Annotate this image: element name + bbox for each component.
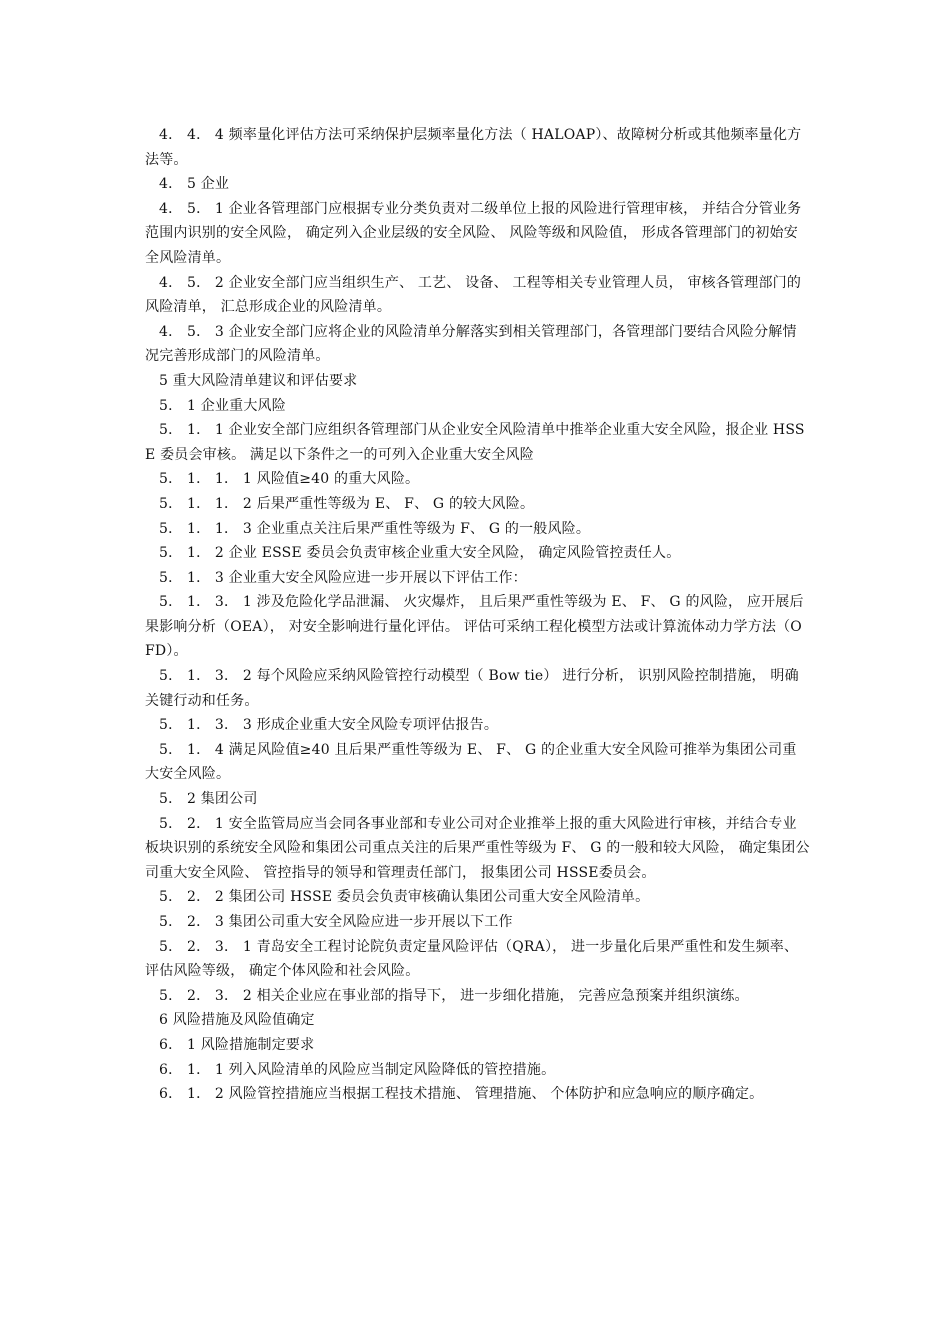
paragraph-5-2-3: 5． 2． 3 集团公司重大安全风险应进一步开展以下工作 (159, 914, 513, 930)
paragraph-5-1-4: 5． 1． 4 满足风险值≥40 且后果严重性等级为 E、 F、 G 的企业重大安全风险可推举为集团公司重大安全风险。 (145, 741, 797, 783)
paragraph-5-1-1: 5． 1． 1 企业安全部门应组织各管理部门从企业安全风险清单中推举企业重大安全风险，报企业 HSSE 委员会审核。 满足以下条件之一的可列入企业重大安全风险 (145, 422, 805, 463)
paragraph-4-5-2: 4． 5． 2 企业安全部门应当组织生产、 工艺、 设备、 工程等相关专业管理人员， 审核各管理部门的风险清单， 汇总形成企业的风险清单。 (145, 274, 802, 316)
heading-6-1: 6． 1 风险措施制定要求 (159, 1036, 315, 1053)
paragraph-5-1-3-1: 5． 1． 3． 1 涉及危险化学品泄漏、 火灾爆炸， 且后果严重性等级为 E、 F、 G 的风险， 应开展后果影响分析（OEA）， 对安全影响进行量化评估。 评估可采纳工程化模型方法或计算流体动力学方法（OFD）。 (145, 594, 804, 660)
paragraph-5-1-1-3: 5． 1． 1． 3 企业重点关注后果严重性等级为 F、 G 的一般风险。 (159, 520, 591, 537)
paragraph-5-2-1: 5． 2． 1 安全监管局应当会同各事业部和专业公司对企业推举上报的重大风险进行审核，并结合专业板块识别的系统安全风险和集团公司重点关注的后果严重性等级为 F、 G 的一般和较大风险， 确定集团公司重大安全风险、 管控指导的领导和管理责任部门， 报集团公司 HSSE委员会。 (145, 815, 810, 881)
document-body (145, 123, 810, 1107)
heading-6: 6 风险措施及风险值确定 (159, 1012, 315, 1029)
heading-5-1: 5． 1 企业重大风险 (159, 397, 286, 414)
paragraph-4-4-4: 4． 4． 4 频率量化评估方法可采纳保护层频率量化方法（ HALOAP）、故障树分析或其他频率量化方法等。 (145, 127, 802, 168)
heading-5-2: 5． 2 集团公司 (159, 791, 258, 808)
paragraph-5-1-3-3: 5． 1． 3． 3 形成企业重大安全风险专项评估报告。 (159, 717, 499, 734)
paragraph-5-1-1-2: 5． 1． 1． 2 后果严重性等级为 E、 F、 G 的较大风险。 (159, 495, 535, 512)
paragraph-5-2-3-1: 5． 2． 3． 1 青岛安全工程讨论院负责定量风险评估（QRA）， 进一步量化后果严重性和发生频率、 评估风险等级， 确定个体风险和社会风险。 (145, 938, 799, 980)
heading-4-5: 4． 5 企业 (159, 176, 230, 193)
paragraph-5-2-3-2: 5． 2． 3． 2 相关企业应在事业部的指导下， 进一步细化措施， 完善应急预案并组织演练。 (159, 987, 749, 1004)
paragraph-5-1-1-1: 5． 1． 1． 1 风险值≥40 的重大风险。 (159, 471, 420, 488)
paragraph-6-1-2: 6． 1． 2 风险管控措施应当根据工程技术措施、 管理措施、 个体防护和应急响应的顺序确定。 (159, 1086, 764, 1103)
heading-5: 5 重大风险清单建议和评估要求 (159, 372, 358, 389)
paragraph-4-5-3: 4． 5． 3 企业安全部门应将企业的风险清单分解落实到相关管理部门，各管理部门要结合风险分解情况完善形成部门的风险清单。 (145, 323, 797, 365)
paragraph-5-2-2: 5． 2． 2 集团公司 HSSE 委员会负责审核确认集团公司重大安全风险清单。 (159, 889, 650, 906)
paragraph-5-1-3: 5． 1． 3 企业重大安全风险应进一步开展以下评估工作： (159, 569, 527, 586)
paragraph-5-1-3-2: 5． 1． 3． 2 每个风险应采纳风险管控行动模型（ Bow tie） 进行分析， 识别风险控制措施， 明确关键行动和任务。 (145, 668, 799, 709)
paragraph-6-1-1: 6． 1． 1 列入风险清单的风险应当制定风险降低的管控措施。 (159, 1061, 556, 1078)
paragraph-5-1-2: 5． 1． 2 企业 ESSE 委员会负责审核企业重大安全风险， 确定风险管控责任人。 (159, 545, 681, 562)
paragraph-4-5-1: 4． 5． 1 企业各管理部门应根据专业分类负责对二级单位上报的风险进行管理审核， 并结合分管业务范围内识别的安全风险， 确定列入企业层级的安全风险、 风险等级和风险值， 形成各管理部门的初始安全风险清单。 (145, 200, 802, 266)
